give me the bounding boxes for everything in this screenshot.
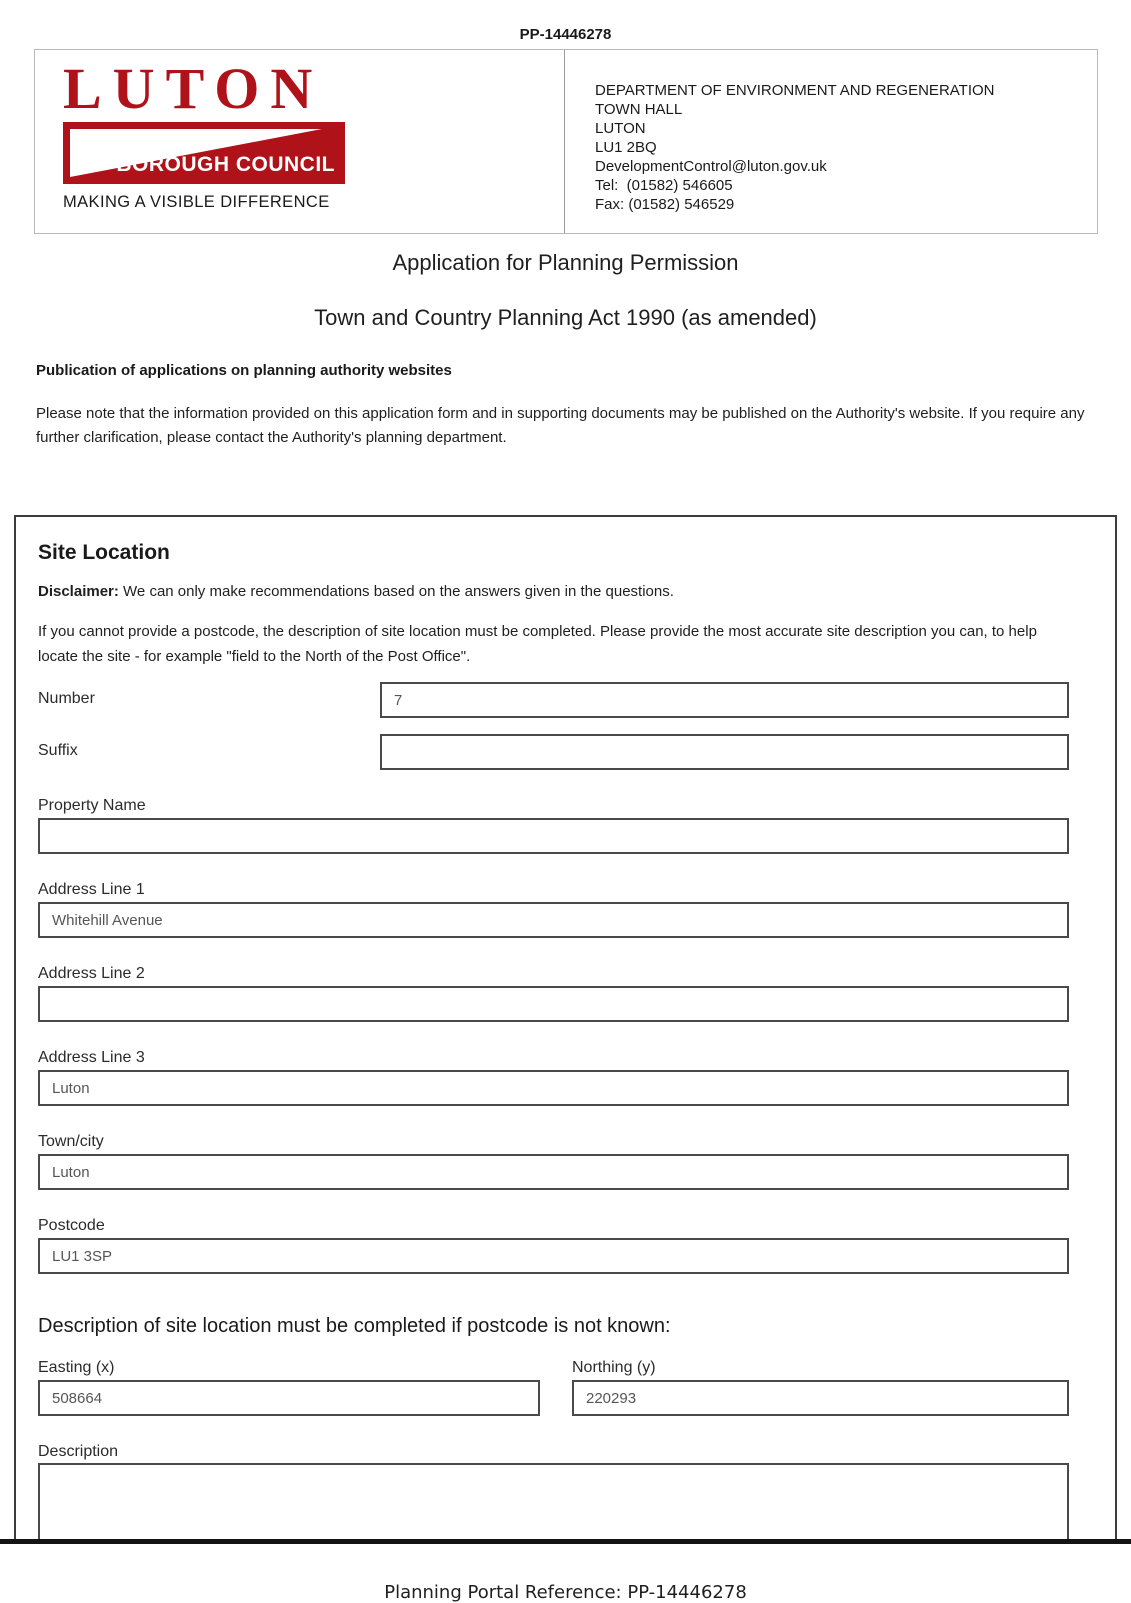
document-title: Application for Planning Permission: [392, 250, 739, 275]
postcode-input[interactable]: [38, 1238, 1069, 1274]
northing-label: Northing (y): [572, 1359, 656, 1376]
site-location-section-clip: [14, 515, 1117, 1539]
northing-field: [572, 1358, 1069, 1416]
suffix-input[interactable]: [380, 734, 1069, 770]
header-box: [34, 49, 1098, 234]
department-address-block: [565, 50, 1097, 233]
postcode-label: Postcode: [38, 1217, 105, 1234]
address-line-3-label: Address Line 3: [38, 1049, 145, 1066]
property-name-input[interactable]: [38, 818, 1069, 854]
site-location-section: [14, 515, 1117, 1539]
easting-field: [38, 1358, 540, 1416]
department-line: LUTON: [595, 120, 646, 137]
address-line-1-label: Address Line 1: [38, 881, 145, 898]
page-break-divider: [0, 1539, 1131, 1544]
luton-logo-wordmark: LUTON: [63, 56, 324, 121]
number-input[interactable]: [380, 682, 1069, 718]
publication-note: Please note that the information provided on this application form and in supporting documents may be published on the Authority's website. If you require any further clarification, please contact the Authority's planning department.: [36, 405, 1085, 446]
council-logo: [35, 50, 565, 233]
site-location-intro: If you cannot provide a postcode, the description of site location must be completed. Please provide the most accurate site description you can, to help locate the site - for example "field to the North of the Post Office".: [38, 623, 1037, 665]
suffix-label: Suffix: [38, 742, 78, 759]
address-line-1-field: [38, 880, 1069, 938]
address-line-1-input[interactable]: [38, 902, 1069, 938]
suffix-field-row: [38, 734, 1069, 770]
address-line-3-field: [38, 1048, 1069, 1106]
easting-input[interactable]: [38, 1380, 540, 1416]
description-requirement-heading: Description of site location must be completed if postcode is not known:: [38, 1315, 671, 1337]
department-line: TOWN HALL: [595, 101, 683, 118]
department-line: DEPARTMENT OF ENVIRONMENT AND REGENERATION: [595, 82, 995, 99]
number-field-row: [38, 682, 1069, 718]
address-line-2-label: Address Line 2: [38, 965, 145, 982]
document-subtitle: Town and Country Planning Act 1990 (as amended): [314, 305, 817, 330]
description-label: Description: [38, 1443, 119, 1460]
publication-heading: Publication of applications on planning authority websites: [36, 362, 452, 379]
property-name-field: [38, 796, 1069, 854]
department-fax: Fax: (01582) 546529: [595, 196, 735, 213]
disclaimer-body: We can only make recommendations based on the answers given in the questions.: [118, 583, 674, 600]
coordinates-row: [38, 1358, 1069, 1416]
number-label: Number: [38, 690, 95, 707]
department-line: LU1 2BQ: [595, 139, 657, 156]
department-email: DevelopmentControl@luton.gov.uk: [595, 158, 827, 175]
town-city-input[interactable]: [38, 1154, 1069, 1190]
disclaimer-text: [38, 583, 1069, 600]
planning-portal-reference-footer: Planning Portal Reference: PP-14446278: [384, 1582, 747, 1603]
description-field: [38, 1442, 1069, 1539]
disclaimer-label: Disclaimer:: [38, 583, 119, 600]
town-city-label: Town/city: [38, 1133, 104, 1150]
postcode-field: [38, 1216, 1069, 1274]
northing-input[interactable]: [572, 1380, 1069, 1416]
description-textarea[interactable]: [38, 1463, 1069, 1539]
borough-council-banner: [63, 122, 345, 184]
borough-council-label: BOROUGH COUNCIL: [116, 153, 335, 176]
town-city-field: [38, 1132, 1069, 1190]
property-name-label: Property Name: [38, 797, 146, 814]
address-line-2-field: [38, 964, 1069, 1022]
easting-label: Easting (x): [38, 1359, 115, 1376]
address-line-2-input[interactable]: [38, 986, 1069, 1022]
site-location-heading: Site Location: [38, 541, 170, 564]
address-line-3-input[interactable]: [38, 1070, 1069, 1106]
council-tagline: MAKING A VISIBLE DIFFERENCE: [63, 193, 330, 211]
department-tel: Tel: (01582) 546605: [595, 177, 733, 194]
planning-portal-reference-top: PP-14446278: [519, 26, 612, 43]
